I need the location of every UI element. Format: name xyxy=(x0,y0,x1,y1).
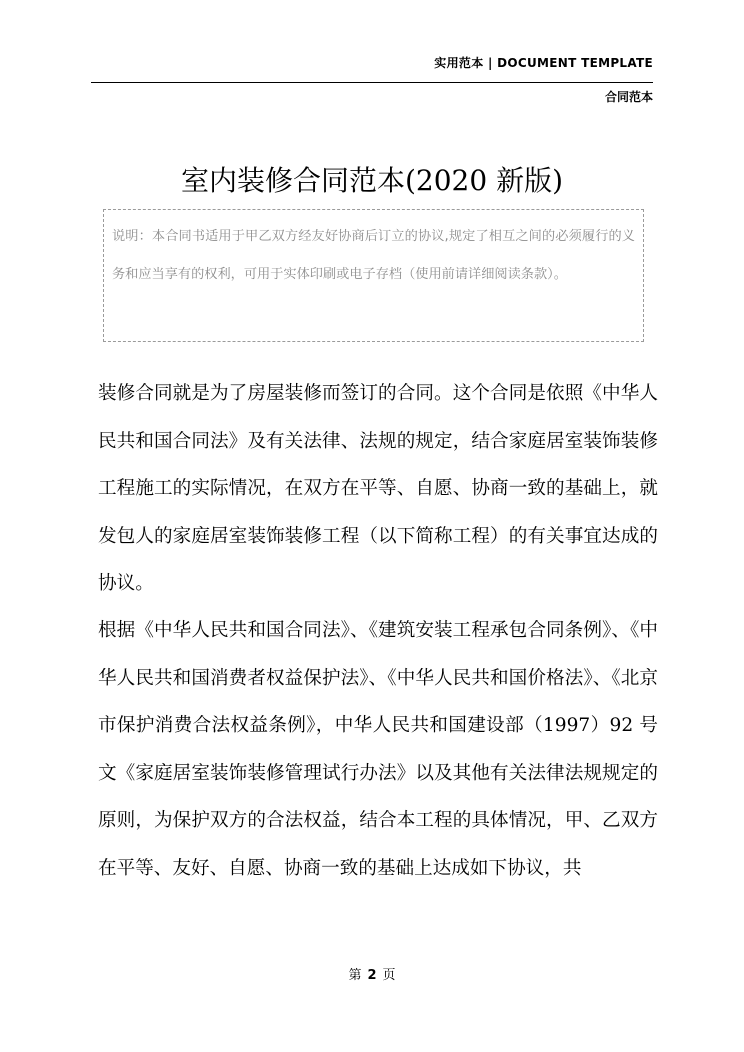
body-paragraph-intro: 装修合同就是为了房屋装修而签订的合同。这个合同是依照《中华人民共和国合同法》及有关法律、法规的规定，结合家庭居室装饰装修工程施工的实际情况，在双方在平等、自愿、协商一致的基础上，就发包人的家庭居室装饰装修工程（以下简称工程）的有关事宜达成的协议。 xyxy=(98,383,658,594)
page-footer-prefix: 第 xyxy=(348,968,362,983)
instruction-note-box xyxy=(103,209,644,342)
page-footer-suffix: 页 xyxy=(382,968,396,983)
page-number: 2 xyxy=(367,968,377,983)
header-document-template-label: 实用范本 | DOCUMENT TEMPLATE xyxy=(434,56,653,70)
body-paragraph-legal-basis: 根据《中华人民共和国合同法》、《建筑安装工程承包合同条例》、《中华人民共和国消费者权益保护法》、《中华人民共和国价格法》、《北京市保护消费合法权益条例》，中华人民共和国建设部（1997）92 号文《家庭居室装饰装修管理试行办法》以及其他有关法律法规规定的原则，为保护双方的合法权益，结合本工程的具体情况，甲、乙双方在平等、友好、自愿、协商一致的基础上达成如下协议，共 xyxy=(98,620,658,879)
header-divider xyxy=(91,82,653,83)
document-title: 室内装修合同范本(2020 新版) xyxy=(180,163,563,197)
page-footer xyxy=(0,964,744,983)
header-category-label: 合同范本 xyxy=(604,90,653,104)
instruction-note-text: 说明：本合同书适用于甲乙双方经友好协商后订立的协议,规定了相互之间的必须履行的义务和应当享有的权利，可用于实体印刷或电子存档（使用前请详细阅读条款）。 xyxy=(112,229,635,282)
